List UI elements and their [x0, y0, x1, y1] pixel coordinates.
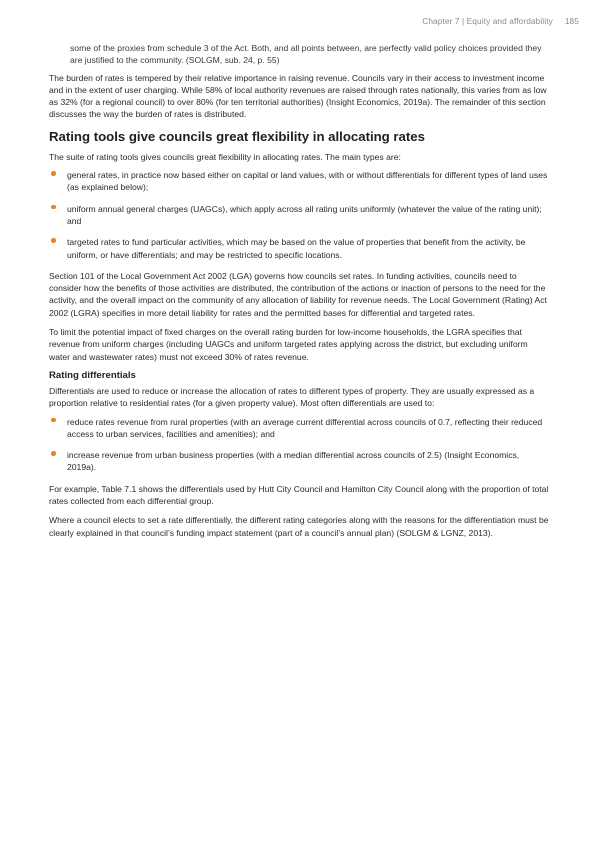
list-item: [49, 449, 549, 474]
paragraph-rating-tools-intro: The suite of rating tools gives councils great flexibility in allocating rates. The main types are:: [49, 151, 401, 162]
paragraph-differential-explanation: Where a council elects to set a rate differentially, the different rating categories along with the reasons for the differentiation must be clearly explained in that council’s funding impact statement (part of a council’s annual plan) (SOLGM & LGNZ, 2013).: [49, 515, 549, 538]
list-item: [49, 169, 549, 194]
list-item-text: increase revenue from urban business properties (with a median differential across councils of 2.5) (Insight Economics, 2019a).: [67, 450, 520, 473]
list-item: [49, 203, 549, 228]
rating-tools-list: [49, 169, 549, 261]
paragraph-uniform-charges-limit: To limit the potential impact of fixed charges on the overall rating burden for low-income households, the LGRA specifies that revenue from uniform charges (including UAGCs and uniform targeted rates applying across the district, but excluding uniform water and wastewater rates) must not exceed 30% of rates revenue.: [49, 327, 528, 362]
chapter-title: Chapter 7 | Equity and affordability: [422, 16, 553, 26]
list-item-text: general rates, in practice now based either on capital or land values, with or without differentials for different types of land uses (as explained below);: [67, 170, 548, 193]
paragraph-section-101: Section 101 of the Local Government Act 2002 (LGA) governs how councils set rates. In funding activities, councils need to consider how the benefits of those activities are distributed, the contribution of the actions or inaction of persons to the need for the activity, and the overall impact on the community of any allocation of liability for revenue needs. The Local Government (Rating) Act 2002 (LGRA) specifies in more detail liability for rates and the permitted bases for differential and targeted rates.: [49, 270, 547, 318]
subheading-rating-differentials: Rating differentials: [49, 369, 136, 381]
bullet-icon: [51, 451, 56, 456]
bullet-icon: [51, 205, 56, 210]
page-body: [49, 42, 549, 546]
paragraph-differentials-intro: Differentials are used to reduce or increase the allocation of rates to different types of property. They are usually expressed as a proportion relative to residential rates (for a given property value). Most often differentials are used to:: [49, 385, 535, 409]
running-header: [422, 16, 579, 26]
list-item-text: reduce rates revenue from rural properties (with an average current differential across councils of 0.7, reflecting their reduced access to urban services, facilities and amenities); and: [67, 416, 543, 439]
section-heading: Rating tools give councils great flexibility in allocating rates: [49, 128, 425, 144]
paragraph-table-example: For example, Table 7.1 shows the differentials used by Hutt City Council and Hamilton City Council along with the proportion of total rates collected from each differential group.: [49, 483, 549, 507]
bullet-icon: [51, 171, 56, 176]
page-number: 185: [564, 16, 579, 26]
paragraph-burden-of-rates: The burden of rates is tempered by their relative importance in raising revenue. Councils vary in their access to investment income and in the extent of user charging. While 58% of local authority revenues are raised through rates nationally, this varies from as low as 32% (for a regional council) to over 80% (for ten territorial authorities) (Insight Economics, 2019a). The remainder of this section discusses the way the burden of rates is distributed.: [49, 72, 547, 120]
list-item: [49, 236, 549, 261]
list-item: [49, 416, 549, 441]
list-item-text: targeted rates to fund particular activities, which may be based on the value of properties that benefit from the activity, be uniform, or have differentials; and may be restricted to specific locations.: [67, 237, 526, 260]
bullet-icon: [51, 238, 56, 243]
quote-continuation: some of the proxies from schedule 3 of the Act. Both, and all points between, are perfectly valid policy choices provided they are justified to the community. (SOLGM, sub. 24, p. 55): [70, 43, 542, 66]
bullet-icon: [51, 418, 56, 423]
differential-uses-list: [49, 416, 549, 474]
list-item-text: uniform annual general charges (UAGCs), which apply across all rating units uniformly (whatever the value of the rating unit); and: [67, 203, 542, 226]
